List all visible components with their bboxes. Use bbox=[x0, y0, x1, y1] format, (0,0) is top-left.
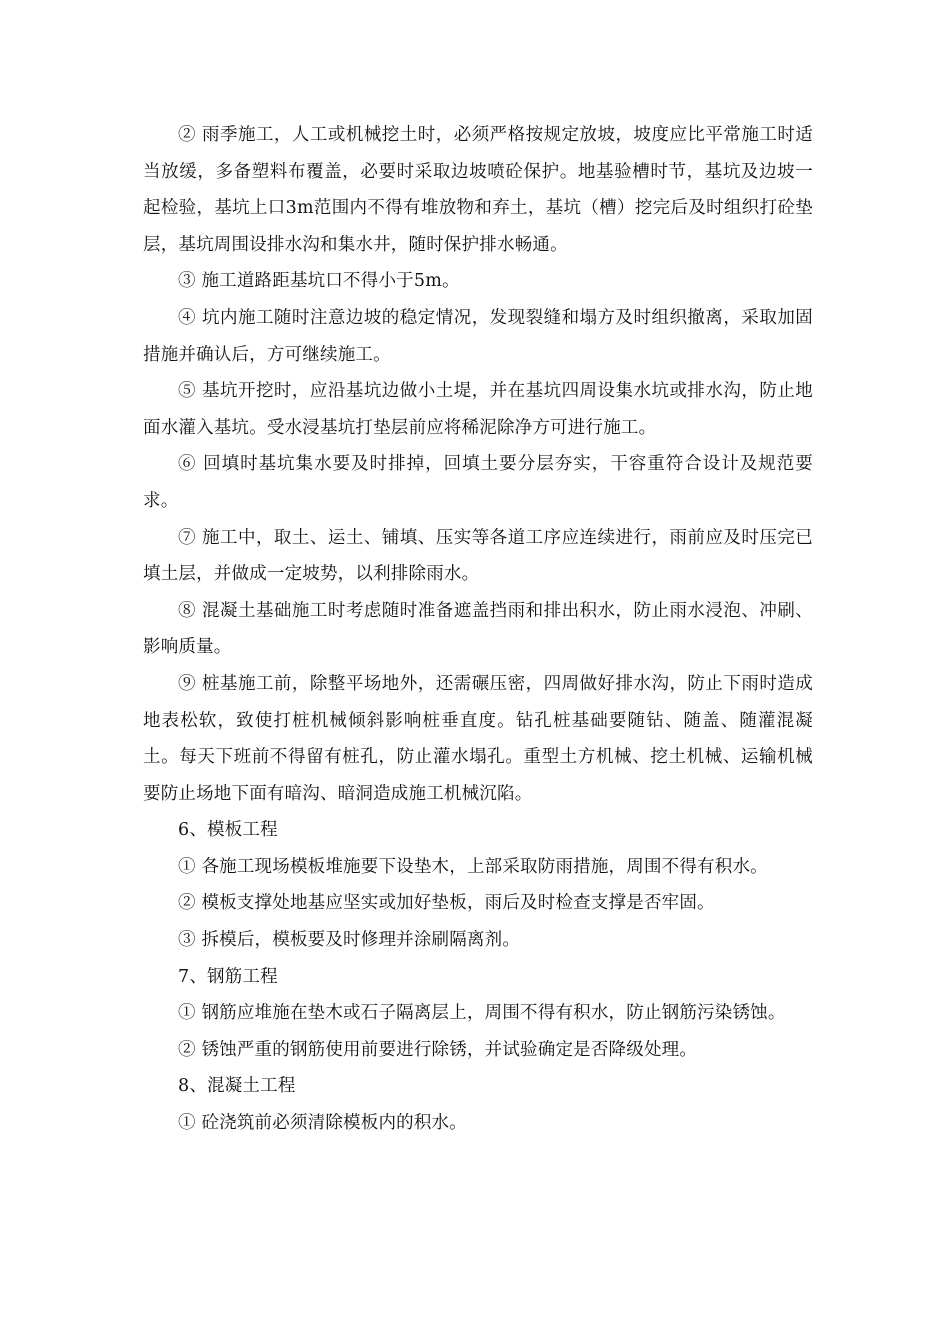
paragraph-formwork-support: ② 模板支撑处地基应坚实或加好垫板，雨后及时检查支撑是否牢固。 bbox=[178, 893, 715, 914]
section-heading-concrete: 8、混凝土工程 bbox=[178, 1076, 296, 1097]
paragraph-slope-stability: ④ 坑内施工随时注意边坡的稳定情况，发现裂缝和塌方及时组织撤离，采取加固措施并确认后，方可继续施工。 bbox=[143, 307, 813, 365]
paragraph-formwork-storage: ① 各施工现场模板堆施要下设垫木，上部采取防雨措施，周围不得有积水。 bbox=[178, 856, 768, 877]
paragraph-concrete-foundation: ⑧ 混凝土基础施工时考虑随时准备遮盖挡雨和排出积水，防止雨水浸泡、冲刷、影响质量。 bbox=[143, 600, 813, 658]
paragraph-rainy-season-excavation: ② 雨季施工，人工或机械挖土时，必须严格按规定放坡，坡度应比平常施工时适当放缓，多备塑料布覆盖，必要时采取边坡喷砼保护。地基验槽时节，基坑及边坡一起检验，基坑上口3m范围内不得有堆放物和弃土，基坑（槽）挖完后及时组织打砼垫层，基坑周围设排水沟和集水井，随时保护排水畅通。 bbox=[143, 125, 813, 255]
paragraph-backfill: ⑥ 回填时基坑集水要及时排掉，回填土要分层夯实，干容重符合设计及规范要求。 bbox=[143, 454, 813, 511]
paragraph-formwork-removal: ③ 拆模后，模板要及时修理并涂刷隔离剂。 bbox=[178, 930, 521, 951]
paragraph-road-distance: ③ 施工道路距基坑口不得小于5m。 bbox=[178, 271, 460, 292]
paragraph-concrete-pouring: ① 砼浇筑前必须清除模板内的积水。 bbox=[178, 1113, 467, 1134]
paragraph-continuous-work: ⑦ 施工中，取土、运土、铺填、压实等各道工序应连续进行，雨前应及时压完已填土层，并做成一定坡势，以利排除雨水。 bbox=[143, 527, 813, 585]
paragraph-pile-foundation: ⑨ 桩基施工前，除整平场地外，还需碾压密，四周做好排水沟，防止下雨时造成地表松软，致使打桩机械倾斜影响桩垂直度。钻孔桩基础要随钻、随盖、随灌混凝土。每天下班前不得留有桩孔，防止灌水塌孔。重型土方机械、挖土机械、运输机械要防止场地下面有暗沟、暗洞造成施工机械沉陷。 bbox=[143, 673, 813, 804]
paragraph-pit-drainage: ⑤ 基坑开挖时，应沿基坑边做小土堤，并在基坑四周设集水坑或排水沟，防止地面水灌入基坑。受水浸基坑打垫层前应将稀泥除净方可进行施工。 bbox=[143, 381, 813, 438]
document-body bbox=[143, 117, 813, 1142]
section-heading-rebar: 7、钢筋工程 bbox=[178, 966, 278, 987]
paragraph-rebar-storage: ① 钢筋应堆施在垫木或石子隔离层上，周围不得有积水，防止钢筋污染锈蚀。 bbox=[178, 1003, 786, 1024]
paragraph-rebar-rust: ② 锈蚀严重的钢筋使用前要进行除锈，并试验确定是否降级处理。 bbox=[178, 1039, 698, 1060]
section-heading-formwork: 6、模板工程 bbox=[178, 820, 278, 841]
